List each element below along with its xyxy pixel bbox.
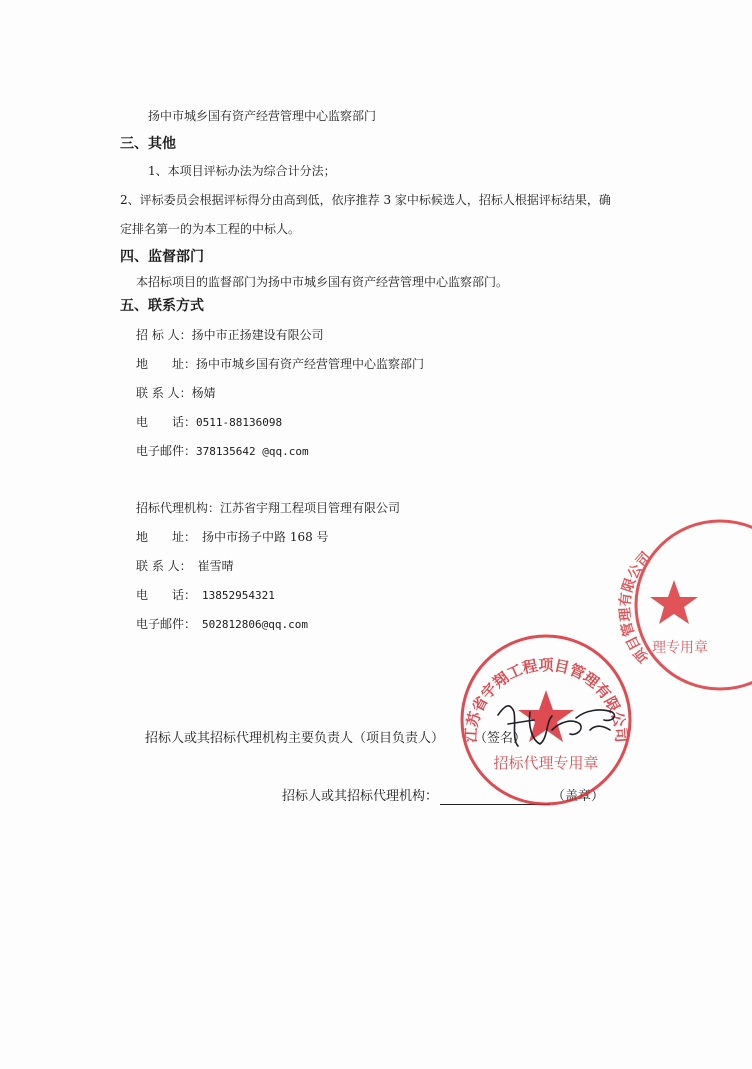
tenderer-email-label: 电子邮件： [136, 444, 197, 458]
tenderer-email: 378135642 @qq.com [196, 445, 309, 458]
agency-email-label: 电子邮件： [136, 617, 197, 631]
agency-address-label: 地 址： [136, 530, 197, 544]
partial-star-icon [650, 580, 698, 624]
agency-line-suffix: （盖章） [552, 789, 605, 804]
partial-seal-arc-text: 项目管理有限公司 [617, 549, 655, 666]
tenderer-name-label: 招 标 人： [136, 328, 192, 342]
tenderer-contact: 杨婧 [191, 386, 216, 400]
agency-name: 江苏省宇翔工程项目管理有限公司 [220, 501, 401, 515]
intro-line: 扬中市城乡国有资产经营管理中心监察部门 [148, 109, 377, 123]
tenderer-contact-label: 联 系 人： [136, 386, 192, 400]
agency-contact: 崔雪晴 [197, 559, 234, 573]
agency-email: 502812806@qq.com [202, 618, 308, 631]
partial-seal-stamp [616, 521, 752, 689]
agency-line-label: 招标人或其招标代理机构： [282, 789, 439, 804]
main-seal-arc-text: 江苏省宇翔工程项目管理有限公司 [461, 656, 631, 744]
other-item-2-line-2: 定排名第一的为本工程的中标人。 [120, 222, 301, 236]
main-seal-bottom-text: 招标代理专用章 [493, 754, 599, 772]
tenderer-phone-label: 电 话： [136, 415, 197, 429]
tenderer-name: 扬中市正扬建设有限公司 [191, 328, 324, 342]
supervision-text: 本招标项目的监督部门为扬中市城乡国有资产经营管理中心监察部门。 [136, 275, 509, 289]
other-item-1: 1、本项目评标办法为综合计分法； [148, 164, 336, 178]
tenderer-address-label: 地 址： [136, 357, 197, 371]
responsible-line-prefix: 招标人或其招标代理机构主要负责人（项目负责人） [145, 731, 445, 746]
agency-phone: 13852954321 [202, 589, 275, 602]
agency-address: 扬中市扬子中路 168 号 [202, 530, 329, 544]
other-item-2-line-1: 2、评标委员会根据评标得分由高到低，依序推荐 3 家中标候选人，招标人根据评标结果，确 [120, 193, 611, 207]
agency-contact-label: 联 系 人： [136, 559, 192, 573]
tenderer-address: 扬中市城乡国有资产经营管理中心监察部门 [196, 357, 425, 371]
section-other-heading: 三、其他 [120, 136, 176, 152]
responsible-line-suffix: （签名） [474, 731, 527, 746]
agency-phone-label: 电 话： [136, 588, 197, 602]
tenderer-phone: 0511-88136098 [196, 416, 283, 429]
section-contact-heading: 五、联系方式 [120, 298, 204, 314]
partial-seal-bottom-text: 理专用章 [652, 640, 708, 656]
partial-seal-ring [636, 521, 752, 689]
section-supervision-heading: 四、监督部门 [120, 249, 204, 265]
agency-name-label: 招标代理机构： [136, 501, 221, 515]
